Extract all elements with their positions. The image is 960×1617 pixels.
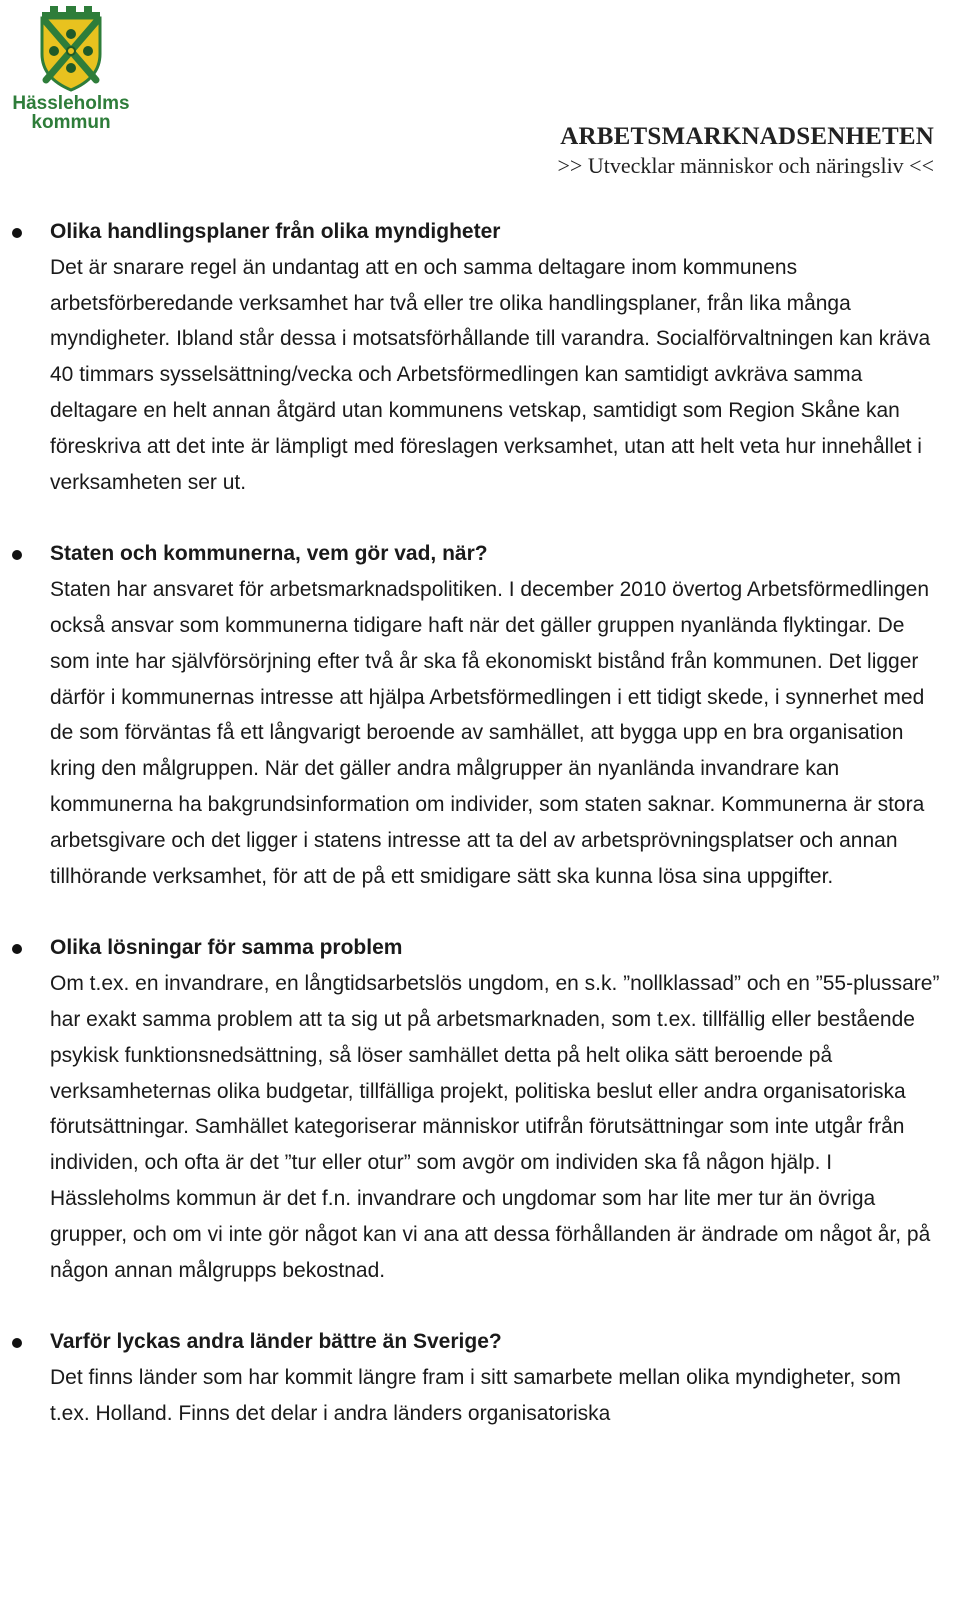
logo-wordmark bbox=[6, 94, 136, 132]
section-action-plans bbox=[0, 214, 960, 500]
department-tagline: >> Utvecklar människor och näringsliv << bbox=[557, 153, 934, 178]
section-heading: Varför lyckas andra länder bättre än Sverige? bbox=[50, 1330, 502, 1354]
bullet-icon bbox=[12, 1338, 22, 1348]
section-text: Det finns länder som har kommit längre fram i sitt samarbete mellan olika myndigheter, som t.ex. Holland. Finns det delar i andra länders organisatoriska bbox=[50, 1366, 901, 1425]
section-different-solutions bbox=[0, 930, 960, 1288]
section-heading: Olika lösningar för samma problem bbox=[50, 936, 403, 960]
municipality-logo bbox=[6, 4, 136, 132]
logo-line-2: kommun bbox=[31, 112, 111, 133]
section-heading: Staten och kommunerna, vem gör vad, när? bbox=[50, 542, 488, 566]
document-header bbox=[558, 122, 935, 180]
section-text: Det är snarare regel än undantag att en och samma deltagare inom kommunens arbetsförberedande verksamhet har två eller tre olika handlingsplaner, från lika många myndigheter. Ibland står dessa i motsatsförhållande till varandra. Socialförvaltningen kan kräva 40 timmars sysselsättning/vecka och Arbetsförmedlingen kan samtidigt avkräva samma deltagare en helt annan åtgärd utan kommunens vetskap, samtidigt som Region Skåne kan föreskriva att det inte är lämpligt med föreslagen verksamhet, utan att helt veta hur innehållet i verksamheten ser ut. bbox=[50, 255, 931, 494]
department-title: ARBETSMARKNADSENHETEN bbox=[560, 123, 934, 150]
document-body bbox=[0, 214, 960, 1468]
logo-line-1: Hässleholms bbox=[12, 93, 130, 114]
bullet-icon bbox=[12, 228, 22, 238]
section-state-and-municipalities bbox=[0, 536, 960, 894]
bullet-icon bbox=[12, 550, 22, 560]
section-heading: Olika handlingsplaner från olika myndigheter bbox=[50, 220, 501, 243]
section-text: Om t.ex. en invandrare, en långtidsarbetslös ungdom, en s.k. ”nollklassad” och en ”55-plussare” har exakt samma problem att ta sig ut på arbetsmarknaden, som t.ex. tillfällig eller bestående psykisk funktionsnedsättning, så löser samhället detta på helt olika sätt beroende på verksamheternas olika budgetar, tillfälliga projekt, politiska beslut eller andra organisatoriska förutsättningar. Samhället kategoriserar människor utifrån förutsättningar som inte utgår från individen, och ofta är det ”tur eller otur” som avgör om individen ska få någon hjälp. I Hässleholms kommun är det f.n. invandrare och ungdomar som har lite mer tur än övriga grupper, och om vi inte gör något kan vi ana att dessa förhållanden är ändrade om något år, på någon annan målgrupps bekostnad. bbox=[50, 972, 940, 1282]
section-text: Staten har ansvaret för arbetsmarknadspolitiken. I december 2010 övertog Arbetsförmedlingen också ansvar som kommunerna tidigare haft när det gäller gruppen nyanlända flyktingar. De som inte har självförsörjning efter två år ska få ekonomiskt bistånd från kommunen. Det ligger därför i kommunernas intresse att hjälpa Arbetsförmedlingen i ett tidigt skede, i synnerhet med de som förväntas få ett långvarigt beroende av samhället, att bygga upp en bra organisation kring den målgruppen. När det gäller andra målgrupper än nyanlända invandrare kan kommunerna ha bakgrundsinformation om individer, som staten saknar. Kommunerna är stora arbetsgivare och det ligger i statens intresse att ta del av arbetsprövningsplatser och annan tillhörande verksamhet, för att de på ett smidigare sätt ska kunna lösa sina uppgifter. bbox=[50, 578, 929, 888]
bullet-icon bbox=[12, 944, 22, 954]
coat-of-arms-icon bbox=[38, 4, 104, 92]
section-other-countries bbox=[0, 1324, 960, 1431]
